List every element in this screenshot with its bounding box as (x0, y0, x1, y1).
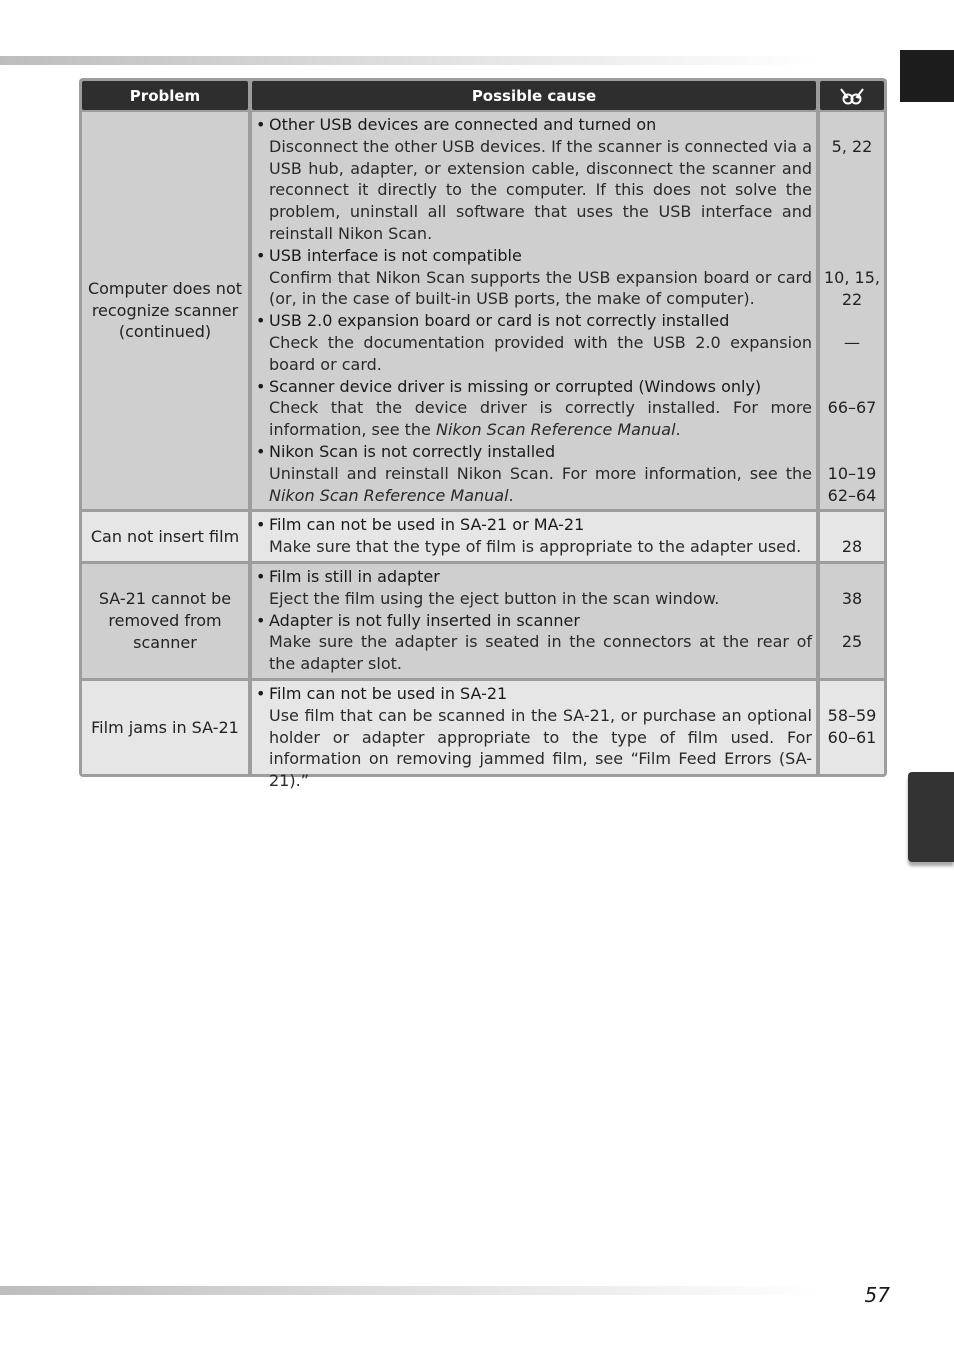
page-reference: 5, 22 (831, 137, 873, 156)
cause-item: • Scanner device driver is missing or corrupted (Windows only) Check that the device driver is correctly installed. For more information, see the Nikon Scan Reference Manual. (256, 376, 812, 440)
cause-description: Make sure the adapter is seated in the connectors at the rear of the adapter slot. (269, 632, 812, 674)
cause-cell (252, 564, 816, 678)
cause-cell (252, 512, 816, 561)
page-reference: 66–67 (827, 398, 877, 417)
cause-cell (252, 112, 816, 509)
reference-cell (820, 112, 884, 509)
cause-item: • Film can not be used in SA-21 or MA-21 Make sure that the type of film is appropriate to the adapter used. (256, 514, 812, 558)
cause-item: • Other USB devices are connected and turned on Disconnect the other USB devices. If the scanner is connected via a USB hub, adapter, or extension cable, disconnect the scanner and reconnect it directly to the computer. If this does not solve the problem, uninstall all software that uses the USB interface and reinstall Nikon Scan. (256, 115, 812, 243)
page-reference: 38 (841, 589, 863, 608)
cause-title: USB interface is not compatible (269, 245, 522, 265)
page-reference: 62–64 (827, 486, 877, 505)
chapter-tab-side (908, 772, 954, 862)
header-possible-cause: Possible cause (252, 81, 816, 110)
cause-item: • Nikon Scan is not correctly installed Uninstall and reinstall Nikon Scan. For more information, see the Nikon Scan Reference Manual. (256, 441, 812, 505)
manual-title: Nikon Scan Reference Manual (435, 420, 676, 440)
page-reference: 10, 15, 22 (824, 268, 880, 309)
cause-description: Check the documentation provided with the USB 2.0 expansion board or card. (269, 332, 812, 374)
cause-title: Adapter is not fully inserted in scanner (269, 610, 580, 630)
cause-item: • Film is still in adapter Eject the film using the eject button in the scan window. (256, 566, 812, 610)
problem-text: SA-21 cannot be removed from scanner (98, 589, 232, 652)
cause-item: • Adapter is not fully inserted in scanner Make sure the adapter is seated in the connectors at the rear of the adapter slot. (256, 610, 812, 674)
manual-title: Nikon Scan Reference Manual (269, 485, 509, 505)
cause-title: Scanner device driver is missing or corrupted (Windows only) (269, 376, 762, 396)
page-reference: 58–59 (827, 706, 877, 725)
page-reference: — (844, 333, 860, 352)
cause-title: Nikon Scan is not correctly installed (269, 441, 556, 461)
cause-description: Check that the device driver is correctly installed. For more information, see the Nikon Scan Reference Manual. (269, 398, 812, 440)
page-reference: 25 (841, 632, 863, 651)
cause-title: Film can not be used in SA-21 or MA-21 (269, 515, 585, 534)
cause-title: Film is still in adapter (269, 567, 440, 586)
cause-title: Other USB devices are connected and turned on (269, 115, 657, 134)
cause-cell (252, 681, 816, 791)
cause-item: • USB 2.0 expansion board or card is not correctly installed Check the documentation provided with the USB 2.0 expansion board or card. (256, 311, 812, 374)
problem-text: Film jams in SA-21 (91, 717, 239, 737)
problem-cell (82, 564, 248, 678)
page-reference-icon (839, 86, 865, 106)
page-reference: 10–19 (827, 464, 877, 483)
cause-description: Confirm that Nikon Scan supports the USB expansion board or card (or, in the case of built-in USB ports, the make of computer). (269, 267, 812, 309)
cause-description: Use film that can be scanned in the SA-21, or purchase an optional holder or adapter appropriate to the type of film used. For information on removing jammed film, see “Film Feed Errors (SA-21).” (269, 705, 812, 791)
header-reference (820, 81, 884, 110)
cause-description: Make sure that the type of film is appropriate to the adapter used. (269, 536, 802, 556)
reference-cell (820, 681, 884, 774)
cause-description: Eject the film using the eject button in the scan window. (269, 588, 720, 608)
reference-cell (820, 512, 884, 561)
reference-cell (820, 564, 884, 678)
bottom-rule (0, 1286, 820, 1295)
cause-description: Uninstall and reinstall Nikon Scan. For more information, see the Nikon Scan Reference Manual. (269, 463, 812, 505)
problem-cell (82, 112, 248, 509)
page-reference: 60–61 (827, 728, 877, 747)
top-rule (0, 56, 820, 65)
cause-title: Film can not be used in SA-21 (269, 684, 508, 703)
header-problem: Problem (82, 81, 248, 110)
cause-item: • USB interface is not compatible Confirm that Nikon Scan supports the USB expansion board or card (or, in the case of built-in USB ports, the make of computer). (256, 245, 812, 309)
problem-text: Computer does not recognize scanner (continued) (87, 278, 243, 342)
problem-cell (82, 512, 248, 561)
problem-text: Can not insert film (90, 526, 240, 546)
page-reference: 28 (841, 537, 863, 556)
page-number: 57 (864, 1283, 890, 1307)
problem-cell (82, 681, 248, 774)
troubleshooting-table (79, 78, 887, 791)
cause-item: • Film can not be used in SA-21 Use film that can be scanned in the SA-21, or purchase an optional holder or adapter appropriate to the type of film used. For information on removing jammed film, see “Film Feed Errors (SA-21).” (256, 684, 812, 791)
cause-description: Disconnect the other USB devices. If the scanner is connected via a USB hub, adapter, or extension cable, disconnect the scanner and reconnect it directly to the computer. If this does not solve the problem, uninstall all software that uses the USB interface and reinstall Nikon Scan. (269, 136, 812, 243)
cause-title: USB 2.0 expansion board or card is not correctly installed (269, 311, 730, 331)
chapter-tab-top (900, 50, 954, 102)
